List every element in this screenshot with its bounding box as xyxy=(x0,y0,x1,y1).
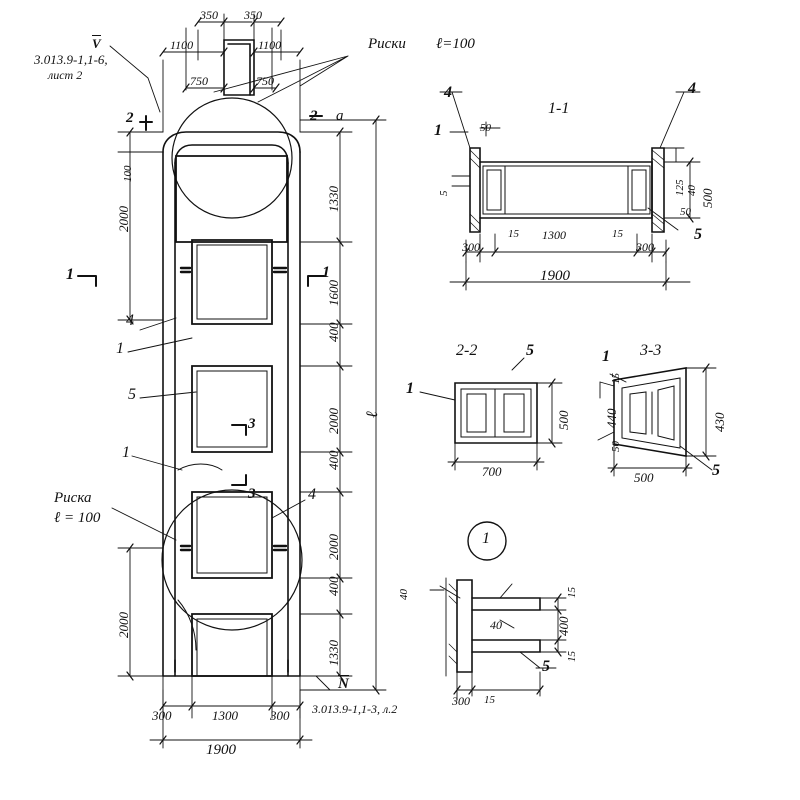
sec11-dim-50b: 50 xyxy=(680,206,691,218)
sec33-mark-1: 1 xyxy=(602,348,610,365)
pos-4-main-right: 4 xyxy=(308,486,316,503)
dim-1300: 1300 xyxy=(212,708,238,723)
pos-1-main-a: 1 xyxy=(116,340,124,357)
sec11-dim-300-right: 300 xyxy=(636,240,654,254)
section-1-1-title: 1-1 xyxy=(548,100,570,117)
pos-4-main: 4 xyxy=(126,312,134,329)
sec11-mark-1: 1 xyxy=(434,122,442,139)
sec11-mark-4-left: 4 xyxy=(444,84,452,101)
risks-label: Риски xyxy=(368,36,406,52)
detail-dim-15c: 15 xyxy=(484,694,495,706)
dim-2000-b: 2000 xyxy=(326,534,341,560)
sec33-dim-430: 430 xyxy=(712,412,727,432)
sec33-mark-5: 5 xyxy=(712,462,720,479)
sec33-dim-500: 500 xyxy=(634,470,654,485)
sec11-dim-15-left: 15 xyxy=(508,228,519,240)
sec11-dim-50: 50 xyxy=(480,122,491,134)
dim-1900-main: 1900 xyxy=(206,742,236,758)
dim-350-right: 350 xyxy=(244,8,262,22)
sec11-dim-15-right: 15 xyxy=(612,228,623,240)
ref-note-top: 3.013.9-1,1-6, xyxy=(34,52,108,67)
dim-400-b: 400 xyxy=(326,450,341,470)
sec33-dim-50: 50 xyxy=(610,441,622,452)
sec22-dim-700: 700 xyxy=(482,464,502,479)
dim-2000-a: 2000 xyxy=(326,408,341,434)
mark-v-note: V xyxy=(92,36,101,51)
section-2-2-title: 2-2 xyxy=(456,342,478,359)
pos-5-main: 5 xyxy=(128,386,136,403)
dim-1100-left: 1100 xyxy=(170,38,194,52)
section-3-3-title: 3-3 xyxy=(640,342,662,359)
pos-1-main-b: 1 xyxy=(122,444,130,461)
sec22-dim-500: 500 xyxy=(556,410,571,430)
riska-label: Риска xyxy=(54,490,92,506)
detail-dim-400: 400 xyxy=(556,616,571,636)
detail-dim-15a: 15 xyxy=(566,587,578,598)
detail-1-title: 1 xyxy=(482,530,490,547)
sec11-mark-5: 5 xyxy=(694,226,702,243)
dim-1330-lower: 1330 xyxy=(326,640,341,666)
dim-750-right: 750 xyxy=(256,74,274,88)
dim-1600: 1600 xyxy=(326,280,341,306)
alpha-label: а xyxy=(336,108,344,124)
detail-dim-40a: 40 xyxy=(398,589,410,600)
sec11-dim-300-left: 300 xyxy=(462,240,480,254)
detail-dim-300: 300 xyxy=(452,694,470,708)
sec22-mark-1: 1 xyxy=(406,380,414,397)
section-mark-1-right: 1 xyxy=(322,264,330,281)
detail-mark-5: 5 xyxy=(542,658,550,675)
dim-400-c: 400 xyxy=(326,576,341,596)
dim-400-a: 400 xyxy=(326,322,341,342)
sec33-dim-15: 15 xyxy=(610,373,622,384)
sec11-mark-4-right: 4 xyxy=(688,80,696,97)
sec22-mark-5: 5 xyxy=(526,342,534,359)
ref-note-bottom: 3.013.9-1,1-3, л.2 xyxy=(312,702,398,716)
section-mark-2-left: 2 xyxy=(126,110,134,126)
sec11-dim-5: 5 xyxy=(438,190,450,196)
dim-1100-right: 1100 xyxy=(258,38,282,52)
sec11-dim-1900: 1900 xyxy=(540,268,570,284)
dim-100-left: 100 xyxy=(122,165,134,182)
sec11-dim-125: 125 xyxy=(674,179,686,196)
sec33-dim-440: 440 xyxy=(604,408,619,428)
sec11-dim-500: 500 xyxy=(700,188,715,208)
dim-300-left: 300 xyxy=(152,708,172,723)
detail-dim-40b: 40 xyxy=(490,618,502,632)
dim-overall-length: ℓ xyxy=(364,411,381,418)
dim-1330-upper: 1330 xyxy=(326,186,341,212)
dim-2000-left-lower: 2000 xyxy=(116,612,131,638)
section-mark-3-lower: 3 xyxy=(248,486,256,502)
section-mark-1-left: 1 xyxy=(66,266,74,283)
dim-350-left: 350 xyxy=(200,8,218,22)
ref-note-top-sheet: лист 2 xyxy=(48,68,83,82)
sec11-dim-1300: 1300 xyxy=(542,228,566,242)
dim-300-right: 300 xyxy=(270,708,290,723)
dim-750-left: 750 xyxy=(190,74,208,88)
risks-length: ℓ=100 xyxy=(436,36,475,52)
dim-2000-left-upper: 2000 xyxy=(116,206,131,232)
mark-n-note: N xyxy=(338,676,349,692)
section-mark-2-right: 2 xyxy=(310,108,318,124)
sec11-dim-40: 40 xyxy=(686,185,698,196)
riska-length: ℓ = 100 xyxy=(54,510,101,526)
detail-dim-15b: 15 xyxy=(566,651,578,662)
section-mark-3-upper: 3 xyxy=(248,416,256,432)
